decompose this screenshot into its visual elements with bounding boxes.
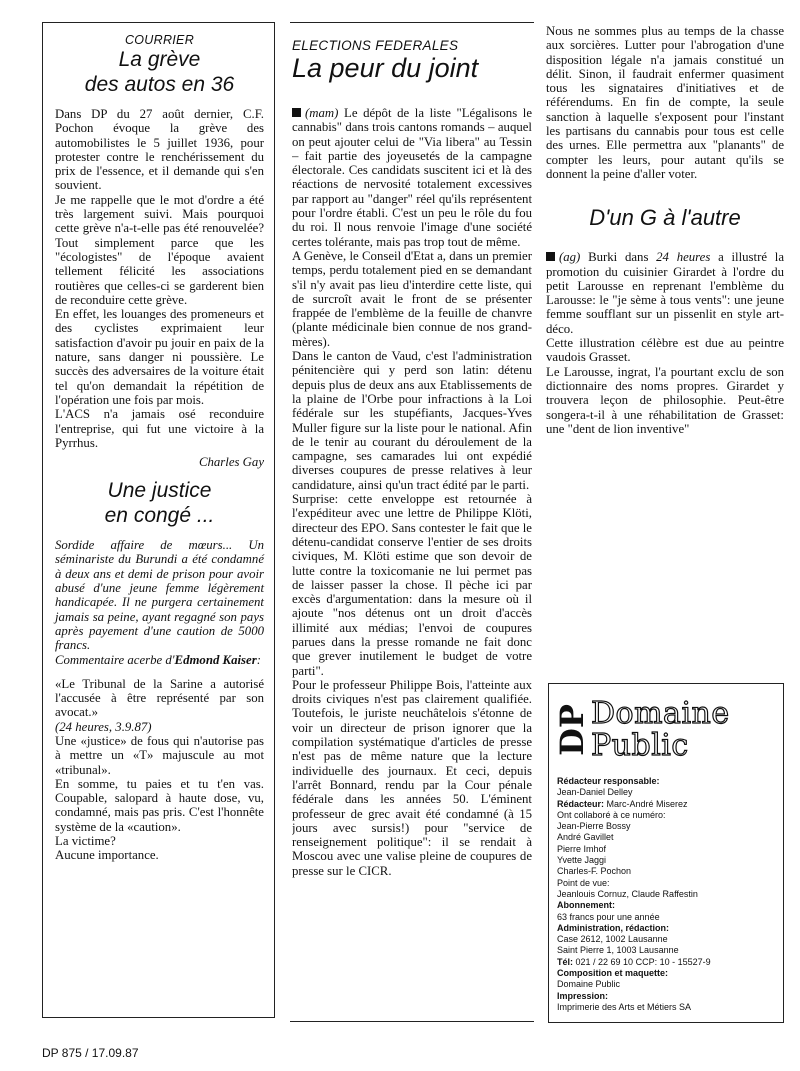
credit-line xyxy=(557,855,775,866)
commentary-author: Edmond Kaiser xyxy=(174,652,257,667)
credit-line xyxy=(557,968,775,979)
courrier-paragraph: En effet, les louanges des promeneurs et des cyclistes exprimaient leur satisfaction d'avoir pu jouir en paix de la nature, sans danger ni poussière. Le succès des adversaires de la voiture était tel qu'on demandait la répétition de l'opération une fois par mois. xyxy=(55,307,264,407)
courrier-paragraph: L'ACS n'a jamais osé reconduire l'entreprise, qui fut une victoire à la Pyrrhus. xyxy=(55,407,264,450)
elections-byline: (mam) xyxy=(305,106,339,120)
right-column xyxy=(546,24,784,684)
credit-text: Marc-André Miserez xyxy=(604,798,688,809)
logo xyxy=(553,694,775,766)
credit-line xyxy=(557,866,775,877)
credit-line xyxy=(557,957,775,968)
gag-paragraph xyxy=(546,250,784,336)
credit-label: Impression: xyxy=(557,990,609,1001)
gag-byline: (ag) xyxy=(559,250,581,265)
logo-word2: Public xyxy=(591,728,689,763)
credit-line xyxy=(557,979,775,990)
credit-line xyxy=(557,878,775,889)
bullet-square-icon xyxy=(546,252,555,261)
justice-quote-source: (24 heures, 3.9.87) xyxy=(55,719,152,734)
courrier-paragraph: Je me rappelle que le mot d'ordre a été très largement suivi. Mais pourquoi cette grève n'a-t-elle pas été renouvelée? Tout simplement parce que les "écologistes" de l'époque avaient tellement félicité les associations routières que celles-ci se garderent bien de reconduire cette grève. xyxy=(55,192,264,307)
elections-paragraph: Pour le professeur Philippe Bois, l'atteinte aux droits civiques n'est pas clairement qualifiée. Toutefois, le juriste neuchâtelois s'étonne de voir un directeur de prison ignorer que la compilation systématique d'articles de presse n'est pas de même nature que la lecture individuelle des journaux. Et ceci, depuis l'arrêt Bonnard, rendu par la Cour pénale fédérale dans les années 50. L'éminent professeur de grec avait été condamné (à 15 jours avec sursis!) pour "service de renseignement politique": il se rendait à Moscou avec une valise pleine de coupures de presse sur le CICR. xyxy=(292,677,532,878)
credit-text: Domaine Public xyxy=(557,979,621,990)
credit-line xyxy=(557,844,775,855)
gag-text-ital: 24 heures xyxy=(656,250,711,265)
credit-line xyxy=(557,776,775,787)
elections-paragraph: Dans le canton de Vaud, c'est l'administration pénitencière qui y perd son latin: détenu depuis plus de deux ans aux Etablissements de la plaine de l'Orbe pour infractions à la Loi fédérale sur les stupéfiants, Jacques-Yves Muller figure sur la liste pour le national. Afin de le tenir au courant du déroulement de la campagne, ses camarades lui ont expédié diverses coupures de presse relatives à leur candidature, ainsi qu'un tract édité par le parti. xyxy=(292,349,532,492)
justice-paragraph: Aucune importance. xyxy=(55,848,159,863)
credit-line xyxy=(557,923,775,934)
credit-line xyxy=(557,821,775,832)
elections-paragraph xyxy=(292,106,532,249)
gag-text: a illustré la promotion du cuisinier Girardet à l'ordre du petit Larousse en reprenant l'emblème du Larousse: le "je sème à tous vents": une jeune femme soufflant sur un pissenlit en style art-déco. xyxy=(546,250,784,336)
credit-line xyxy=(557,889,775,900)
gag-paragraph: Le Larousse, ingrat, l'a pourtant exclu de son dictionnaire des noms propres. Girardet y trouvera leçon de philosophie. Peut-être songera-t-il à une réhabilitation de Grasset: une "dent de lion inventive" xyxy=(546,364,784,436)
justice-title-line2: en congé ... xyxy=(104,504,215,528)
credit-line xyxy=(557,945,775,956)
justice-title-line1: Une justice xyxy=(107,479,212,503)
credit-label: Administration, rédaction: xyxy=(557,922,670,933)
logo-dp: DP xyxy=(553,704,591,756)
elections-paragraph-text: Le dépôt de la liste "Légalisons le cannabis" dans trois cantons romands – auquel on peut ajouter celui de "Via libera" au Tessin – fait partie des joyeusetés de la campagne électorale. Ces candidats suscitent ici et là des réactions de nervosité totalement excessives par rapport au "danger" réel qu'ils représentent pour l'ordre établi. C'est un peu le rôle du fou du roi. Il nous renvoie l'image d'une société certes tolérante, mais pas trop tout de même. xyxy=(292,106,532,249)
courrier-paragraph: Dans DP du 27 août dernier, C.F. Pochon évoque la grève des automobilistes le 5 juillet 1936, pour protester contre le renchérissement du prix de l'essence, et il demande qui s'en souvient. xyxy=(55,107,264,193)
courrier-signature: Charles Gay xyxy=(198,455,264,470)
justice-body xyxy=(55,538,264,863)
justice-quote: «Le Tribunal de la Sarine a autorisé l'accusée à être représenté par son avocat.» xyxy=(55,676,264,720)
credit-line xyxy=(557,934,775,945)
credit-text: Yvette Jaggi xyxy=(557,855,607,866)
credit-line xyxy=(557,810,775,821)
credit-text: Jean-Pierre Bossy xyxy=(557,821,631,832)
credit-line xyxy=(557,912,775,923)
credit-text: 63 francs pour une année xyxy=(557,911,660,922)
credit-text: Charles-F. Pochon xyxy=(557,866,632,877)
elections-paragraph: Surprise: cette enveloppe est retournée à l'expéditeur avec une lettre de Philippe Klöti, directeur des EPO. Sans contester le fait que le détenu-candidat conserve l'entier de ses droits civiques, M. Klöti estime que son devoir de lutte contre la toxicomanie ne lui permet pas de laisser passer la chose. Il pèche ici par excès d'argumentation: dans la mesure où il ajoute "nos détenus ont un droit d'accès illimité aux médias; l'envoi de coupures parues dans la presse romande ne fait donc que grever inutilement le budget de votre parti". xyxy=(292,492,532,678)
courrier-title xyxy=(55,47,264,97)
masthead-box xyxy=(548,683,784,1023)
credit-line xyxy=(557,900,775,911)
credit-line xyxy=(557,787,775,798)
credit-text: 021 / 22 69 10 CCP: 10 - 15527-9 xyxy=(575,956,711,967)
justice-commentary xyxy=(55,653,264,667)
credit-line xyxy=(557,991,775,1002)
gag-body xyxy=(546,250,784,436)
credit-text: Jeanlouis Cornuz, Claude Raffestin xyxy=(557,888,698,899)
elections-kicker: ELECTIONS FEDERALES xyxy=(292,38,459,53)
gag-paragraph: Cette illustration célèbre est due au peintre vaudois Grasset. xyxy=(546,336,784,365)
credit-line xyxy=(557,799,775,810)
credit-label: Rédacteur: xyxy=(557,798,605,809)
courrier-body xyxy=(55,107,264,450)
logo-wordmark xyxy=(591,698,730,762)
issue-footer: DP 875 / 17.09.87 xyxy=(42,1046,139,1060)
elections-paragraph: A Genève, le Conseil d'Etat a, dans un premier temps, perdu totalement pied en se demandant s'il n'y avait pas lieu d'interdire cette liste, qui de surcroît avait le front de se présenter frappée de l'emblème de la feuille de chanvre (plante médicinale bien connue de nos grand-mères). xyxy=(292,248,532,349)
letters-box xyxy=(42,22,275,1018)
elections-title: La peur du joint xyxy=(292,53,479,83)
elections-paragraph: Nous ne sommes plus au temps de la chasse aux sorcières. Lutter pour l'abrogation d'une disposition légale n'a jamais constitué un délit. Sinon, il faudrait enfermer quasiment tous les signataires d'initiatives et de référendums. En fin de compte, la seule sanction à laquelle s'exposent pour l'instant les partisans du cannabis pour tous est celle des urnes. Elle permettra aux "planants" de compter les leurs, pour autant qu'ils se donnent la peine d'aller voter. xyxy=(546,24,784,181)
justice-paragraph: Une «justice» de fous qui n'autorise pas à mettre un «T» majuscule au mot «tribunal». xyxy=(55,733,264,777)
credit-text: Imprimerie des Arts et Métiers SA xyxy=(557,1001,692,1012)
gag-text: Burki dans xyxy=(588,250,657,265)
credit-text: Saint Pierre 1, 1003 Lausanne xyxy=(557,945,679,956)
credit-label: Composition et maquette: xyxy=(557,968,669,979)
courrier-kicker: COURRIER xyxy=(124,33,195,47)
credit-label: Tél: xyxy=(557,956,576,967)
courrier-title-line1: La grève xyxy=(118,48,201,71)
credit-text: André Gavillet xyxy=(557,832,614,843)
logo-word1: Domaine xyxy=(591,696,730,731)
elections-continuation xyxy=(546,24,784,181)
commentary-suffix: : xyxy=(256,652,261,667)
credit-line xyxy=(557,1002,775,1013)
commentary-prefix: Commentaire acerbe d' xyxy=(55,652,175,667)
credit-text: Point de vue: xyxy=(557,877,610,888)
justice-paragraph: La victime? xyxy=(55,834,116,849)
justice-paragraph: En somme, tu paies et tu t'en vas. Coupable, salopard à haute dose, vu, condamné, mais pas pris. C'est l'honnête système de la «caution». xyxy=(55,776,264,834)
credit-label: Rédacteur responsable: xyxy=(557,776,660,786)
credits-list xyxy=(557,776,775,1013)
credit-text: Case 2612, 1002 Lausanne xyxy=(557,934,668,945)
elections-article xyxy=(292,24,532,1024)
credit-text: Jean-Daniel Delley xyxy=(557,787,633,798)
justice-title xyxy=(55,478,264,528)
elections-body xyxy=(292,106,532,878)
credit-text: Pierre Imhof xyxy=(557,843,607,854)
gag-title: D'un G à l'autre xyxy=(589,205,741,231)
credit-line xyxy=(557,832,775,843)
credit-label: Abonnement: xyxy=(557,900,615,911)
credit-text: Ont collaboré à ce numéro: xyxy=(557,809,666,820)
courrier-title-line2: des autos en 36 xyxy=(84,73,235,96)
bullet-square-icon xyxy=(292,108,301,117)
justice-intro: Sordide affaire de mœurs... Un séminariste du Burundi a été condamné à deux ans et demi de prison pour avoir abusé d'une jeune femme légèrement handicapée. Il ne purgera certainement jamais sa peine, ayant regagné son pays après payement d'une caution de 5000 francs. xyxy=(55,538,264,653)
